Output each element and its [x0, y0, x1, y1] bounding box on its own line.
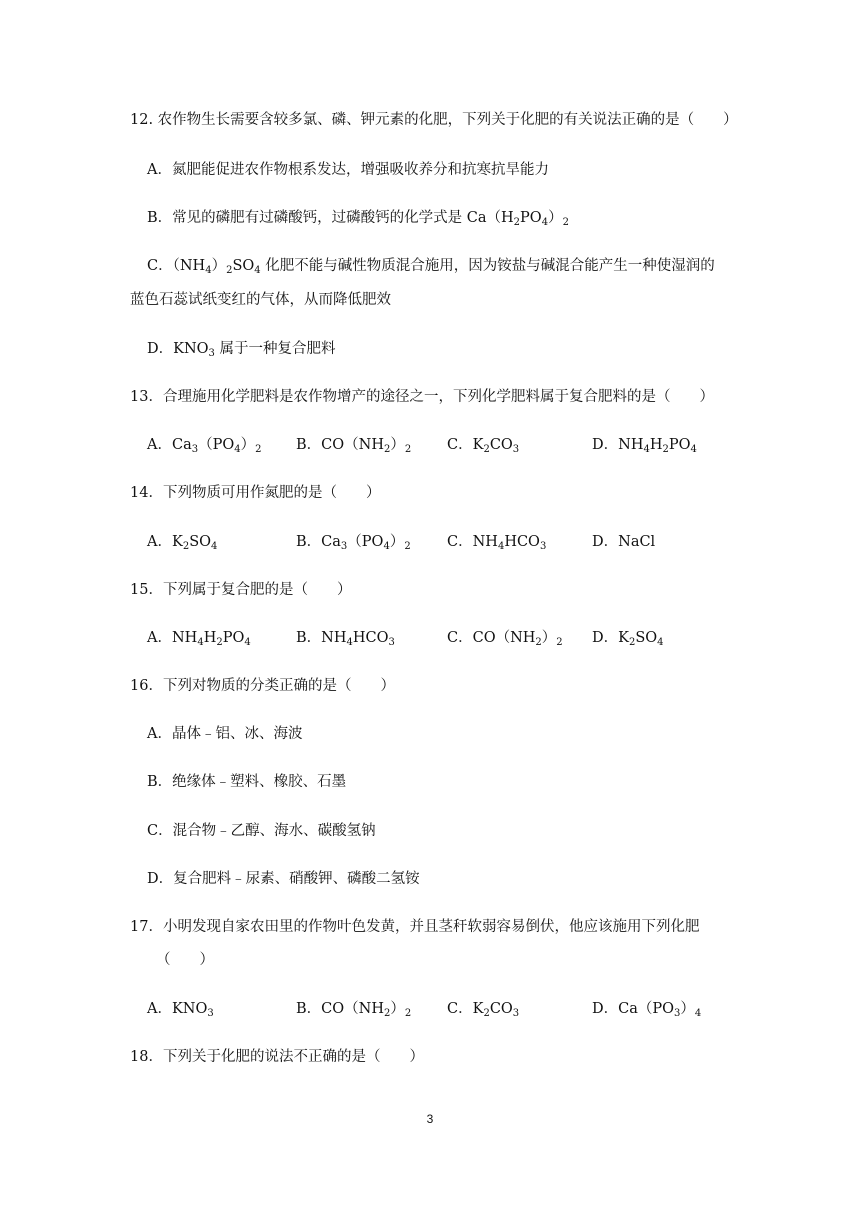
q12-option-c-line2: 蓝色石蕊试纸变红的气体，从而降低肥效	[130, 292, 391, 308]
q13-stem: 13．合理施用化学肥料是农作物增产的途径之一，下列化学肥料属于复合肥料的是（ ）	[130, 389, 714, 405]
q15-option-c: C．$CO(NH_2)_2$	[447, 630, 563, 648]
q17-option-d: D．$Ca(PO_3)_4$	[592, 1001, 702, 1019]
q14-option-b: B．$Ca_3(PO_4)_2$	[296, 534, 411, 552]
q17-option-c: C．$K_2CO_3$	[447, 1001, 520, 1019]
q16-option-d: D．复合肥料﹣尿素、硝酸钾、磷酸二氢铵	[147, 871, 420, 887]
q14-option-d: D．NaCl	[592, 534, 656, 550]
q15-option-a: A．$NH_4H_2PO_4$	[147, 630, 251, 648]
q16-option-c: C．混合物﹣乙醇、海水、碳酸氢钠	[147, 823, 376, 839]
page-number: 3	[426, 1112, 434, 1126]
q17-stem: 17．小明发现自家农田里的作物叶色发黄，并且茎秆软弱容易倒伏，他应该施用下列化肥	[130, 919, 700, 935]
q17-option-b: B．$CO(NH_2)_2$	[296, 1001, 412, 1019]
q18-stem: 18．下列关于化肥的说法不正确的是（ ）	[130, 1049, 424, 1065]
q12-option-b: B．常见的磷肥有过磷酸钙，过磷酸钙的化学式是 $Ca(H_2PO_4)_2$	[147, 210, 569, 228]
q15-option-d: D．$K_2SO_4$	[592, 630, 664, 648]
q16-option-a: A．晶体﹣铝、冰、海波	[147, 726, 303, 742]
q15-option-b: B．$NH_4HCO_3$	[296, 630, 395, 648]
q12-option-c-line1: C．$(NH_4)_2SO_4$ 化肥不能与碱性物质混合施用，因为铵盐与碱混合能产生一种使湿润的	[147, 258, 715, 276]
q17-option-a: A．$KNO_3$	[147, 1001, 214, 1019]
q13-option-b: B．$CO(NH_2)_2$	[296, 437, 412, 455]
q16-stem: 16．下列对物质的分类正确的是（ ）	[130, 678, 395, 694]
q14-option-a: A．$K_2SO_4$	[147, 534, 218, 552]
q12-stem: 12. 农作物生长需要含较多氯、磷、钾元素的化肥，下列关于化肥的有关说法正确的是（ ）	[130, 112, 738, 128]
q13-option-a: A．$Ca_3(PO_4)_2$	[147, 437, 262, 455]
q13-option-d: D．$NH_4H_2PO_4$	[592, 437, 697, 455]
q14-option-c: C．$NH_4HCO_3$	[447, 534, 547, 552]
q14-stem: 14．下列物质可用作氮肥的是（ ）	[130, 485, 381, 501]
q17-stem-bracket: （ ）	[156, 952, 214, 968]
q15-stem: 15．下列属于复合肥的是（ ）	[130, 582, 352, 598]
q16-option-b: B．绝缘体﹣塑料、橡胶、石墨	[147, 774, 347, 790]
q13-option-c: C．$K_2CO_3$	[447, 437, 520, 455]
q12-option-a: A．氮肥能促进农作物根系发达，增强吸收养分和抗寒抗旱能力	[147, 162, 549, 178]
q12-option-d: D．$KNO_3$ 属于一种复合肥料	[147, 341, 336, 359]
